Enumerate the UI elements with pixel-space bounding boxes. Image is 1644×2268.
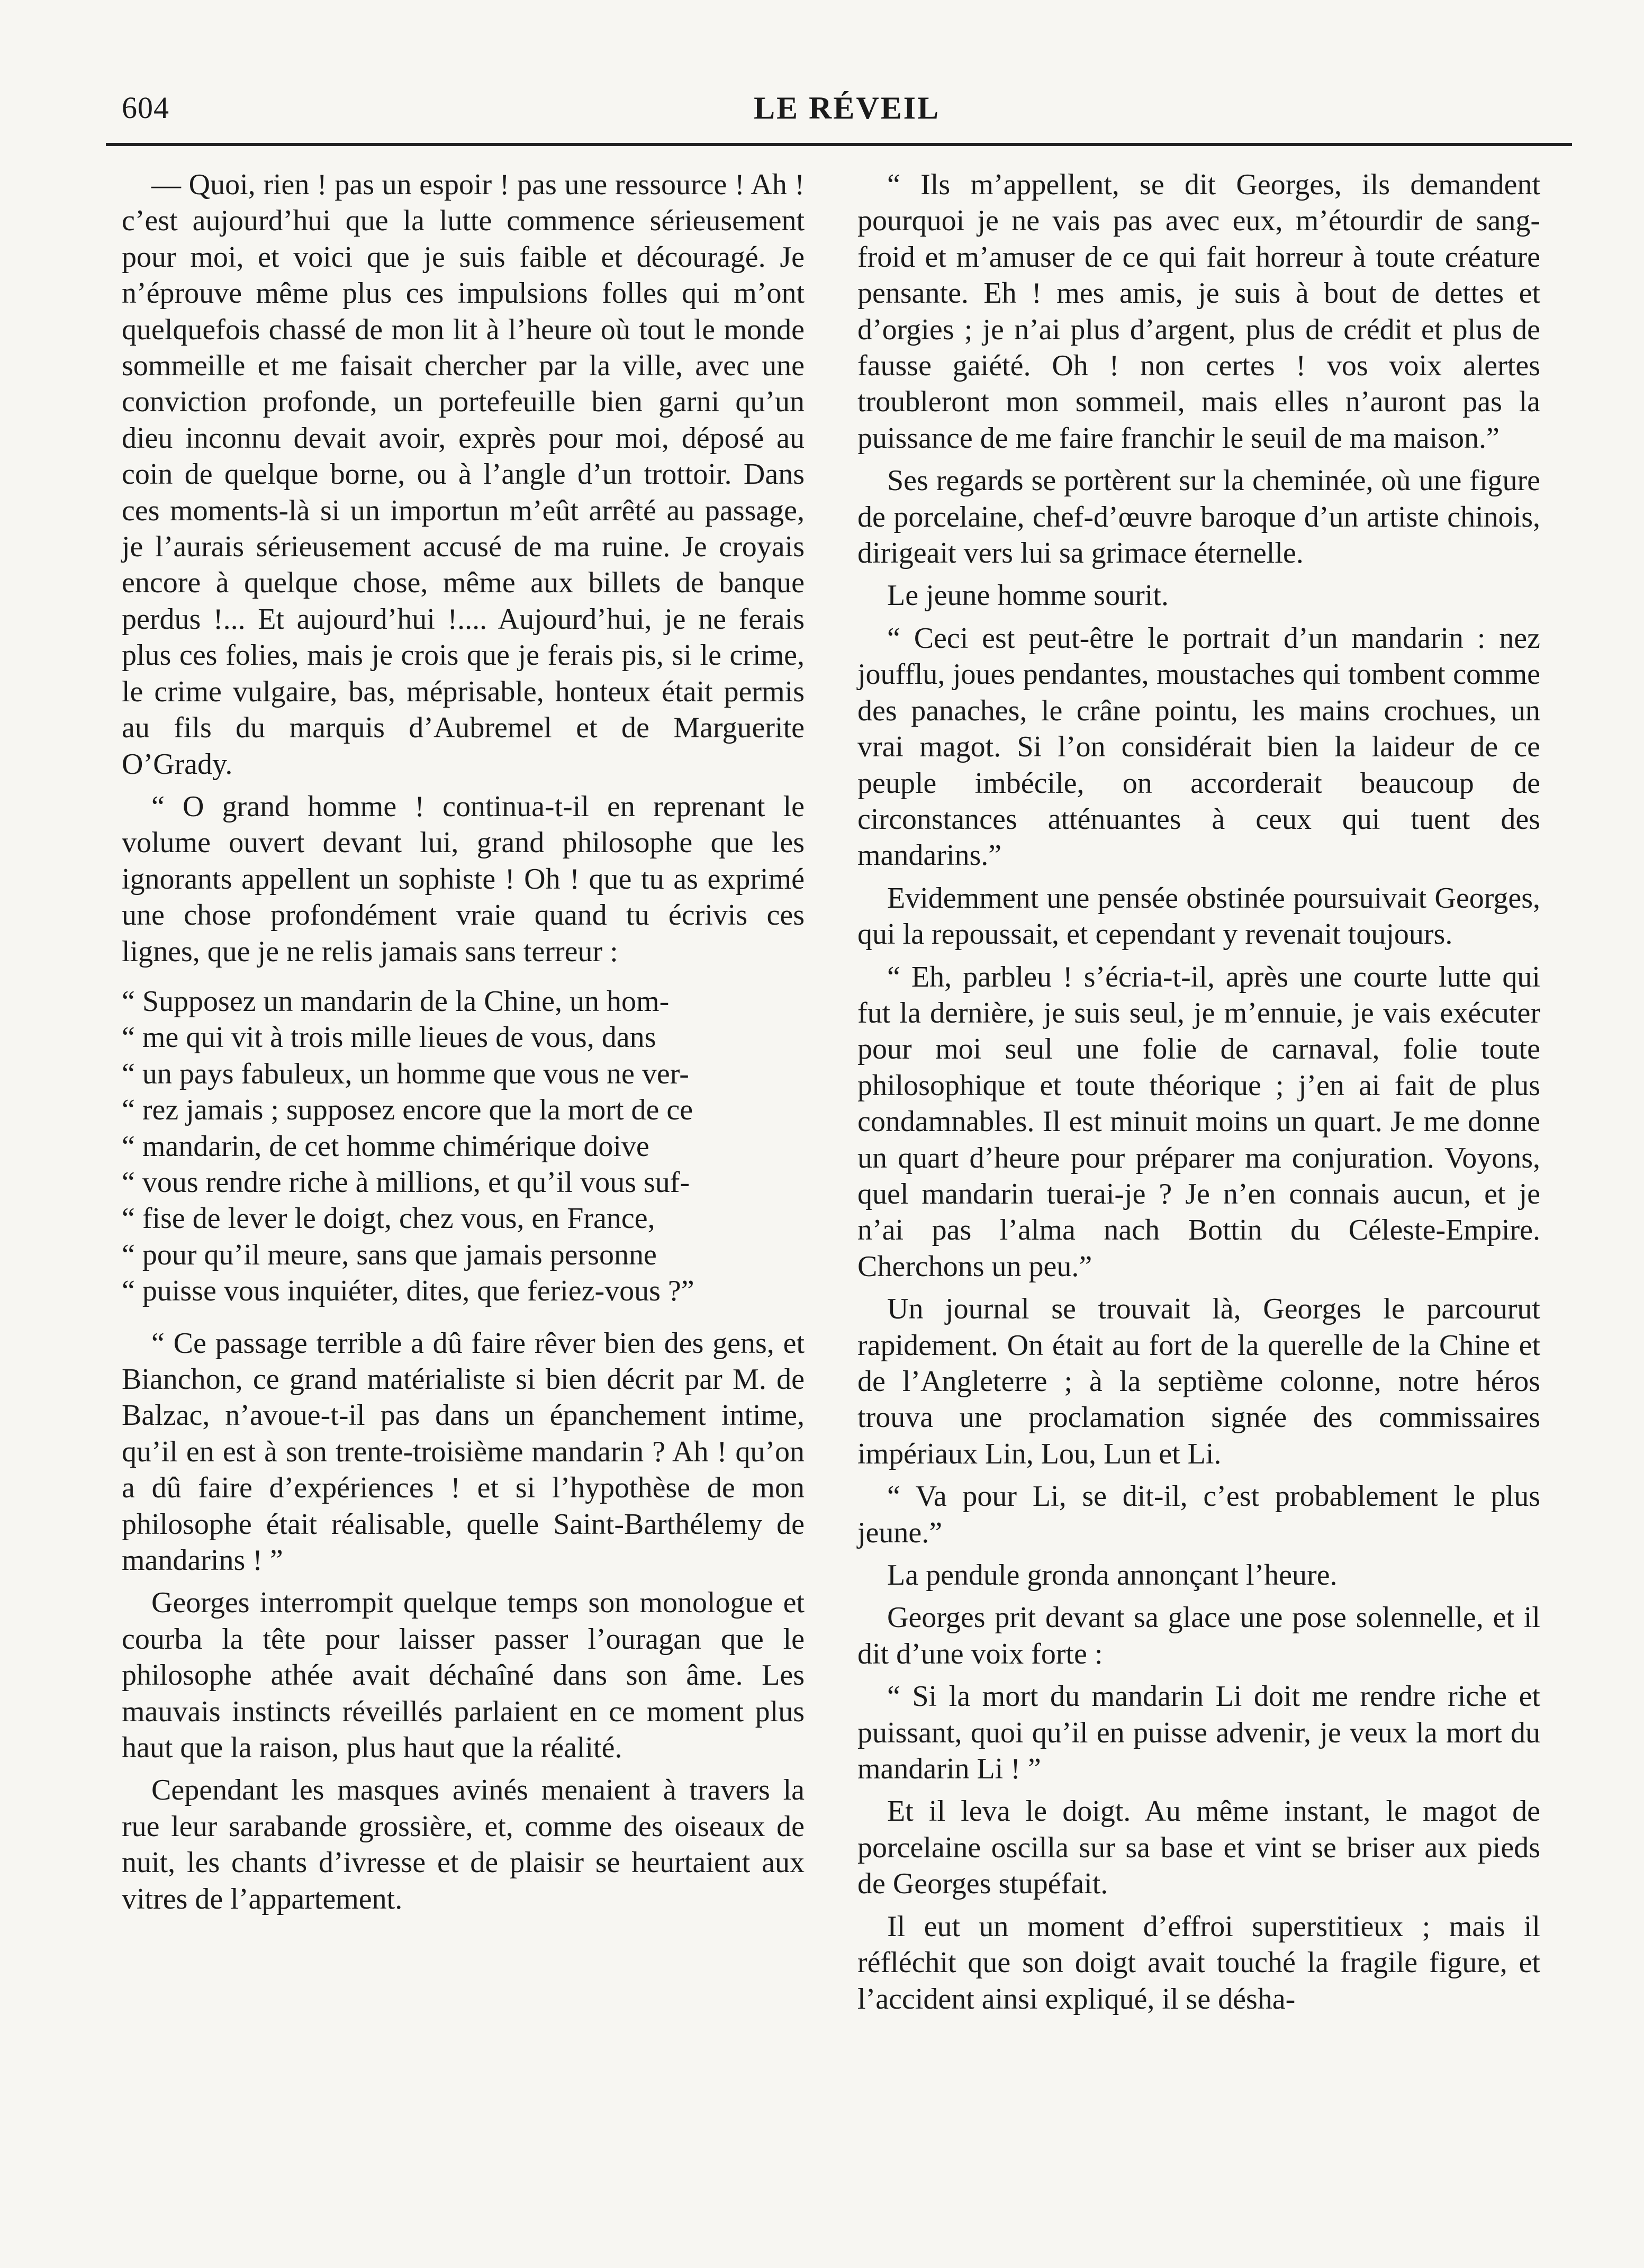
quote-line: “ me qui vit à trois mille lieues de vous, dans [122, 1021, 656, 1054]
paragraph: “ Ils m’appellent, se dit Georges, ils demandent pourquoi je ne vais pas avec eux, m’étourdir de sang-froid et m’amuser de ce qui fait horreur à toute créature pensante. Eh ! mes amis, je suis à bout de dettes et d’orgies ; je n’ai plus d’argent, plus de crédit et plus de fausse gaiété. Oh ! non certes ! vos voix alertes troubleront mon sommeil, mais elles n’auront pas la puissance de me faire franchir le seuil de ma maison.” [857, 168, 1540, 455]
paragraph: Cependant les masques avinés menaient à travers la rue leur sarabande grossière, et, comme des oiseaux de nuit, les chants d’ivresse et de plaisir se heurtaient aux vitres de l’appartement. [122, 1774, 805, 1915]
quote-line: “ pour qu’il meure, sans que jamais personne [122, 1238, 657, 1271]
paragraph: Georges interrompit quelque temps son monologue et courba la tête pour laisser passer l’ouragan que le philosophe athée avait déchaîné dans son âme. Les mauvais instincts réveillés parlaient en ce moment plus haut que la raison, plus haut que la réalité. [122, 1586, 805, 1765]
quote-line: “ un pays fabuleux, un homme que vous ne ver- [122, 1057, 689, 1090]
paragraph: “ Ce passage terrible a dû faire rêver bien des gens, et Bianchon, ce grand matérialiste si bien décrit par M. de Balzac, n’avoue-t-il pas dans un épanchement intime, qu’il en est à son trente-troisième mandarin ? Ah ! qu’on a dû faire d’expériences ! et si l’hypothèse de mon philosophe était réalisable, quelle Saint-Barthélemy de mandarins ! ” [122, 1326, 805, 1577]
paragraph: “ Ceci est peut-être le portrait d’un mandarin : nez joufflu, joues pendantes, moustaches qui tombent comme des panaches, le crâne pointu, les mains crochues, un vrai magot. Si l’on considérait bien la laideur de ce peuple imbécile, on accorderait beaucoup de circonstances atténuantes à ceux qui tuent des mandarins.” [857, 621, 1540, 872]
page-number: 604 [122, 91, 169, 125]
quote-line: “ vous rendre riche à millions, et qu’il vous suf- [122, 1165, 690, 1199]
left-column [122, 167, 805, 1923]
quote-line: “ rez jamais ; supposez encore que la mort de ce [122, 1094, 693, 1127]
header-rule [106, 143, 1572, 146]
paragraph: La pendule gronda annonçant l’heure. [887, 1559, 1338, 1592]
paragraph: Il eut un moment d’effroi superstitieux ; mais il réfléchit que son doigt avait touché la fragile figure, et l’accident ainsi expliqué, il se désha- [857, 1910, 1540, 2016]
right-column [857, 167, 1540, 2023]
balzac-quotation [122, 983, 805, 1309]
paragraph: Un journal se trouvait là, Georges le parcourut rapidement. On était au fort de la querelle de la Chine et de l’Angleterre ; à la septième colonne, notre héros trouva une proclamation signée des commissaires impériaux Lin, Lou, Lun et Li. [857, 1293, 1540, 1470]
paragraph: “ Si la mort du mandarin Li doit me rendre riche et puissant, quoi qu’il en puisse advenir, je veux la mort du mandarin Li ! ” [857, 1680, 1540, 1786]
quote-line: “ Supposez un mandarin de la Chine, un hom- [122, 984, 670, 1018]
quote-line: “ mandarin, de cet homme chimérique doive [122, 1130, 649, 1163]
paragraph: “ Eh, parbleu ! s’écria-t-il, après une courte lutte qui fut la dernière, je suis seul, je m’ennuie, je vais exécuter pour moi seul une folie de carnaval, folie toute philosophique et toute théorique ; j’en ai fait de plus condamnables. Il est minuit moins un quart. Je me donne un quart d’heure pour préparer ma conjuration. Voyons, quel mandarin tuerai-je ? Je n’en connais aucun, et je n’ai pas l’alma nach Bottin du Céleste-Empire. Cherchons un peu.” [857, 960, 1540, 1283]
running-head [122, 90, 1572, 143]
paragraph: “ Va pour Li, se dit-il, c’est probablement le plus jeune.” [857, 1480, 1540, 1549]
paragraph: Ses regards se portèrent sur la cheminée, où une figure de porcelaine, chef-d’œuvre baroque d’un artiste chinois, dirigeait vers lui sa grimace éternelle. [857, 464, 1540, 570]
journal-title: LE RÉVEIL [753, 91, 941, 125]
quote-line: “ fise de lever le doigt, chez vous, en France, [122, 1202, 655, 1235]
quote-line: “ puisse vous inquiéter, dites, que feriez-vous ?” [122, 1275, 694, 1308]
paragraph: — Quoi, rien ! pas un espoir ! pas une ressource ! Ah ! c’est aujourd’hui que la lutte commence sérieusement pour moi, et voici que je suis faible et découragé. Je n’éprouve même plus ces impulsions folles qui m’ont quelquefois chassé de mon lit à l’heure où tout le monde sommeille et me faisait chercher par la ville, avec une conviction profonde, un portefeuille bien garni qu’un dieu inconnu devait avoir, exprès pour moi, déposé au coin de quelque borne, ou à l’angle d’un trottoir. Dans ces moments-là si un importun m’eût arrêté au passage, je l’aurais sérieusement accusé de ma ruine. Je croyais encore à quelque chose, même aux billets de banque perdus !... Et aujourd’hui !.... Aujourd’hui, je ne ferais plus ces folies, mais je crois que je ferais pis, si le crime, le crime vulgaire, bas, méprisable, honteux était permis au fils du marquis d’Aubremel et de Marguerite O’Grady. [122, 168, 805, 781]
paragraph: “ O grand homme ! continua-t-il en reprenant le volume ouvert devant lui, grand philosophe que les ignorants appellent un sophiste ! Oh ! que tu as exprimé une chose profondément vraie quand tu écrivis ces lignes, que je ne relis jamais sans terreur : [122, 790, 805, 968]
paragraph: Le jeune homme sourit. [887, 579, 1169, 612]
paragraph: Evidemment une pensée obstinée poursuivait Georges, qui la repoussait, et cependant y revenait toujours. [857, 881, 1540, 951]
paragraph: Et il leva le doigt. Au même instant, le magot de porcelaine oscilla sur sa base et vint se briser aux pieds de Georges stupéfait. [857, 1795, 1540, 1901]
paragraph: Georges prit devant sa glace une pose solennelle, et il dit d’une voix forte : [857, 1601, 1540, 1670]
